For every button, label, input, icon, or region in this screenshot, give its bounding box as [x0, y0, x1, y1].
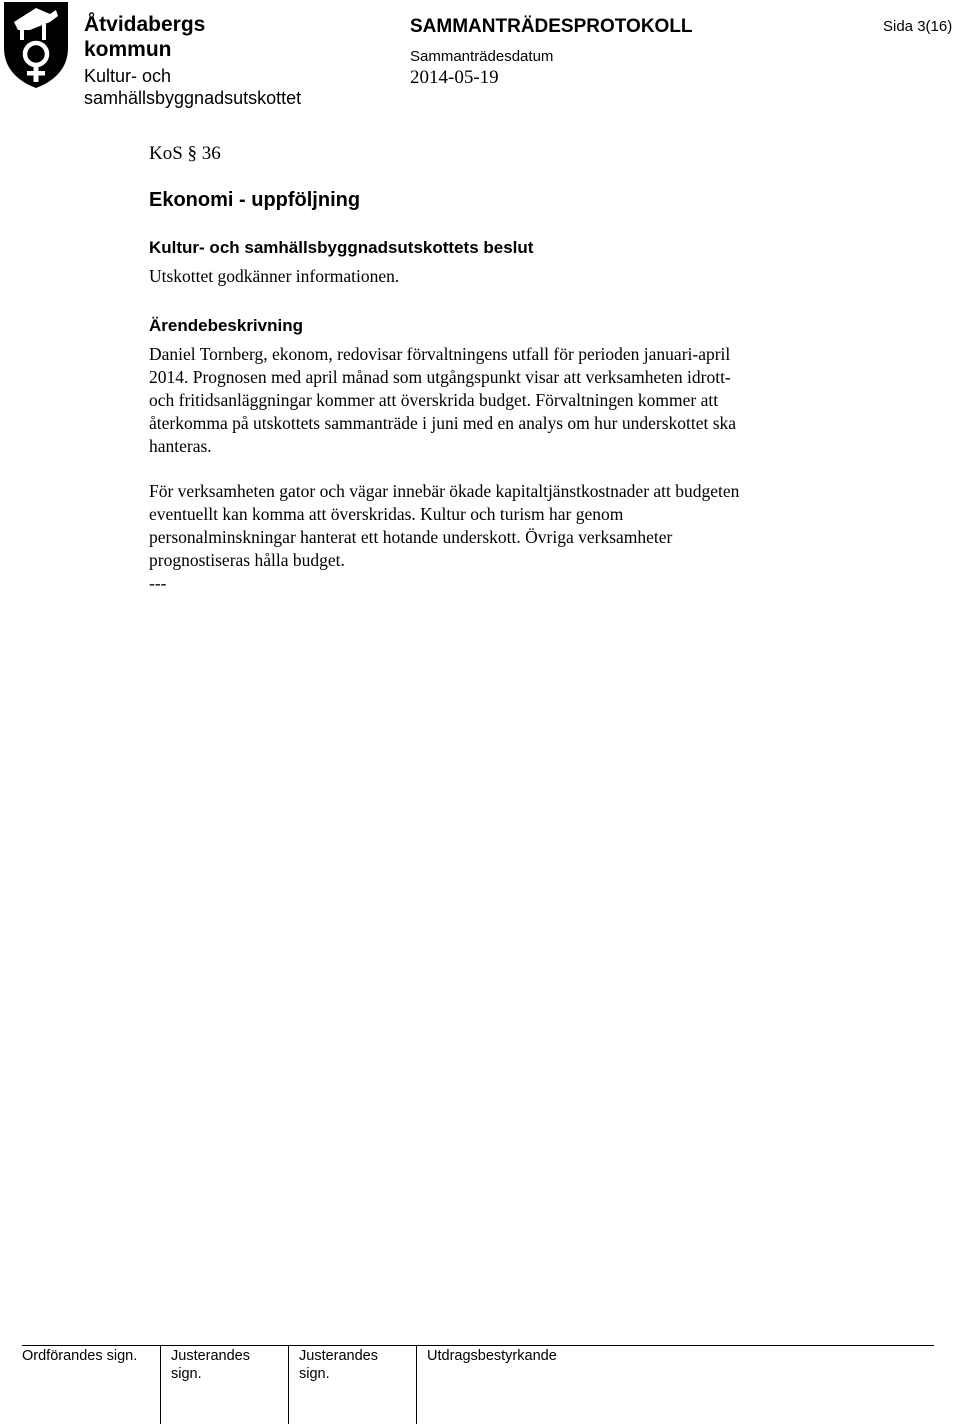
decision-text: Utskottet godkänner informationen. — [149, 266, 400, 286]
decision-heading: Kultur- och samhällsbyggnadsutskottets beslut — [149, 238, 534, 257]
excerpt-certification-label: Utdragsbestyrkande — [427, 1348, 557, 1364]
adjuster-2-signature-cell — [288, 1345, 417, 1424]
paragraph-line: Daniel Tornberg, ekonom, redovisar förvaltningens utfall för perioden januari-april — [149, 344, 731, 364]
section-number: KoS § 36 — [149, 143, 221, 164]
page-number: Sida 3(16) — [883, 18, 953, 35]
description-heading: Ärendebeskrivning — [149, 316, 303, 335]
document-type: SAMMANTRÄDESPROTOKOLL — [410, 16, 693, 37]
adjuster-2-label-line1: Justerandes — [299, 1348, 378, 1364]
paragraph-line: prognostiseras hålla budget. — [149, 550, 345, 570]
chair-signature-label: Ordförandes sign. — [22, 1348, 138, 1364]
section-title: Ekonomi - uppföljning — [149, 189, 361, 211]
paragraph-line: eventuellt kan komma att överskridas. Kultur och turism har genom — [149, 504, 624, 524]
paragraph-line: För verksamheten gator och vägar innebär ökade kapitaltjänstkostnader att budgeten — [149, 481, 740, 501]
department-line2: samhällsbyggnadsutskottet — [84, 88, 302, 108]
meeting-date-label: Sammanträdesdatum — [410, 48, 554, 65]
department-line1: Kultur- och — [84, 66, 172, 86]
coat-of-arms-icon — [0, 0, 72, 90]
excerpt-certification-cell — [416, 1345, 935, 1424]
adjuster-2-label-line2: sign. — [299, 1366, 330, 1382]
org-name-line2: kommun — [84, 38, 172, 61]
paragraph-line: och fritidsanläggningar kommer att överskrida budget. Förvaltningen kommer att — [149, 390, 719, 410]
paragraph-line: personalminskningar hanterat ett hotande underskott. Övriga verksamheter — [149, 527, 673, 547]
chair-signature-cell — [22, 1345, 160, 1424]
paragraph-line: hanteras. — [149, 436, 212, 456]
meeting-date-value: 2014-05-19 — [410, 67, 499, 88]
adjuster-1-label-line2: sign. — [171, 1366, 202, 1382]
adjuster-1-signature-cell — [160, 1345, 289, 1424]
end-marker: --- — [149, 573, 167, 593]
description-paragraph-1 — [149, 343, 829, 458]
adjuster-1-label-line1: Justerandes — [171, 1348, 250, 1364]
org-name-line1: Åtvidabergs — [84, 13, 206, 36]
signature-footer — [0, 1345, 960, 1424]
paragraph-line: återkomma på utskottets sammanträde i juni med en analys om hur underskottet ska — [149, 413, 737, 433]
paragraph-line: 2014. Prognosen med april månad som utgångspunkt visar att verksamheten idrott- — [149, 367, 731, 387]
description-paragraph-2 — [149, 480, 829, 572]
